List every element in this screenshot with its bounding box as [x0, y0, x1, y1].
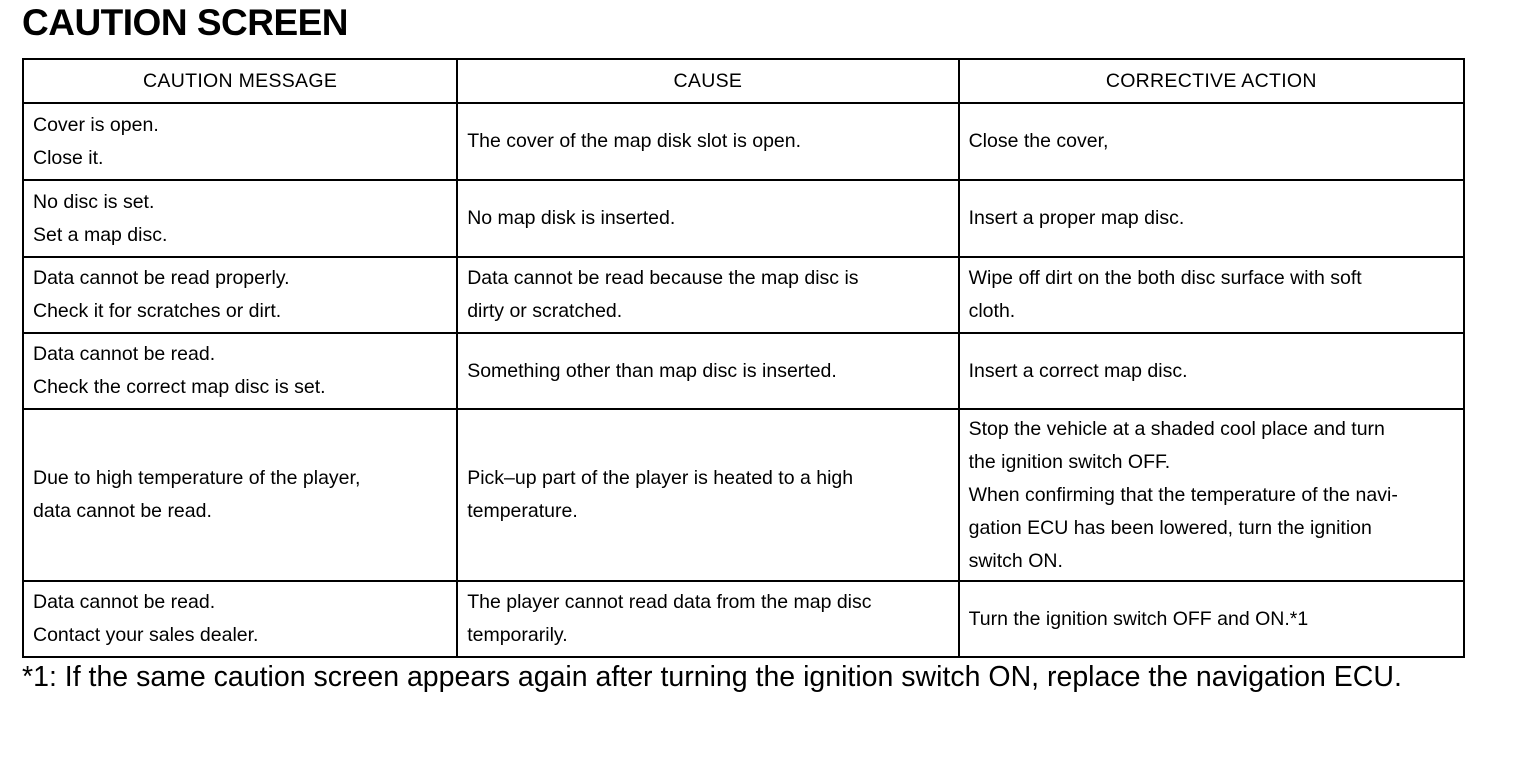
- cause-cell: No map disk is inserted.: [457, 180, 958, 257]
- table-row: [23, 257, 1464, 333]
- corrective-action-cell: Insert a proper map disc.: [959, 180, 1464, 257]
- cause-cell: The cover of the map disk slot is open.: [457, 103, 958, 180]
- caution-message-cell: Due to high temperature of the player, data cannot be read.: [23, 409, 457, 581]
- cause-cell: The player cannot read data from the map disc temporarily.: [457, 581, 958, 657]
- table-row: [23, 333, 1464, 409]
- corrective-action-cell: Turn the ignition switch OFF and ON.*1: [959, 581, 1464, 657]
- table-row: [23, 581, 1464, 657]
- header-caution-message: CAUTION MESSAGE: [23, 59, 457, 103]
- caution-message-cell: Data cannot be read. Check the correct map disc is set.: [23, 333, 457, 409]
- table-row: [23, 180, 1464, 257]
- caution-message-cell: Data cannot be read. Contact your sales dealer.: [23, 581, 457, 657]
- header-cause: CAUSE: [457, 59, 958, 103]
- cause-cell: Something other than map disc is inserted.: [457, 333, 958, 409]
- corrective-action-cell: Close the cover,: [959, 103, 1464, 180]
- caution-message-cell: No disc is set. Set a map disc.: [23, 180, 457, 257]
- corrective-action-cell: Insert a correct map disc.: [959, 333, 1464, 409]
- page-title: CAUTION SCREEN: [22, 2, 349, 43]
- caution-table: [22, 58, 1465, 658]
- footnote: *1: If the same caution screen appears again after turning the ignition switch ON, replace the navigation ECU.: [22, 661, 1402, 693]
- cause-cell: Data cannot be read because the map disc is dirty or scratched.: [457, 257, 958, 333]
- table-row: [23, 409, 1464, 581]
- caution-message-cell: Data cannot be read properly. Check it for scratches or dirt.: [23, 257, 457, 333]
- table-header-row: [23, 59, 1464, 103]
- cause-cell: Pick–up part of the player is heated to a high temperature.: [457, 409, 958, 581]
- header-corrective-action: CORRECTIVE ACTION: [959, 59, 1464, 103]
- corrective-action-cell: Stop the vehicle at a shaded cool place and turn the ignition switch OFF. When confirming that the temperature of the navi- gation ECU has been lowered, turn the ignition switch ON.: [959, 409, 1464, 581]
- caution-message-cell: Cover is open. Close it.: [23, 103, 457, 180]
- table-row: [23, 103, 1464, 180]
- corrective-action-cell: Wipe off dirt on the both disc surface with soft cloth.: [959, 257, 1464, 333]
